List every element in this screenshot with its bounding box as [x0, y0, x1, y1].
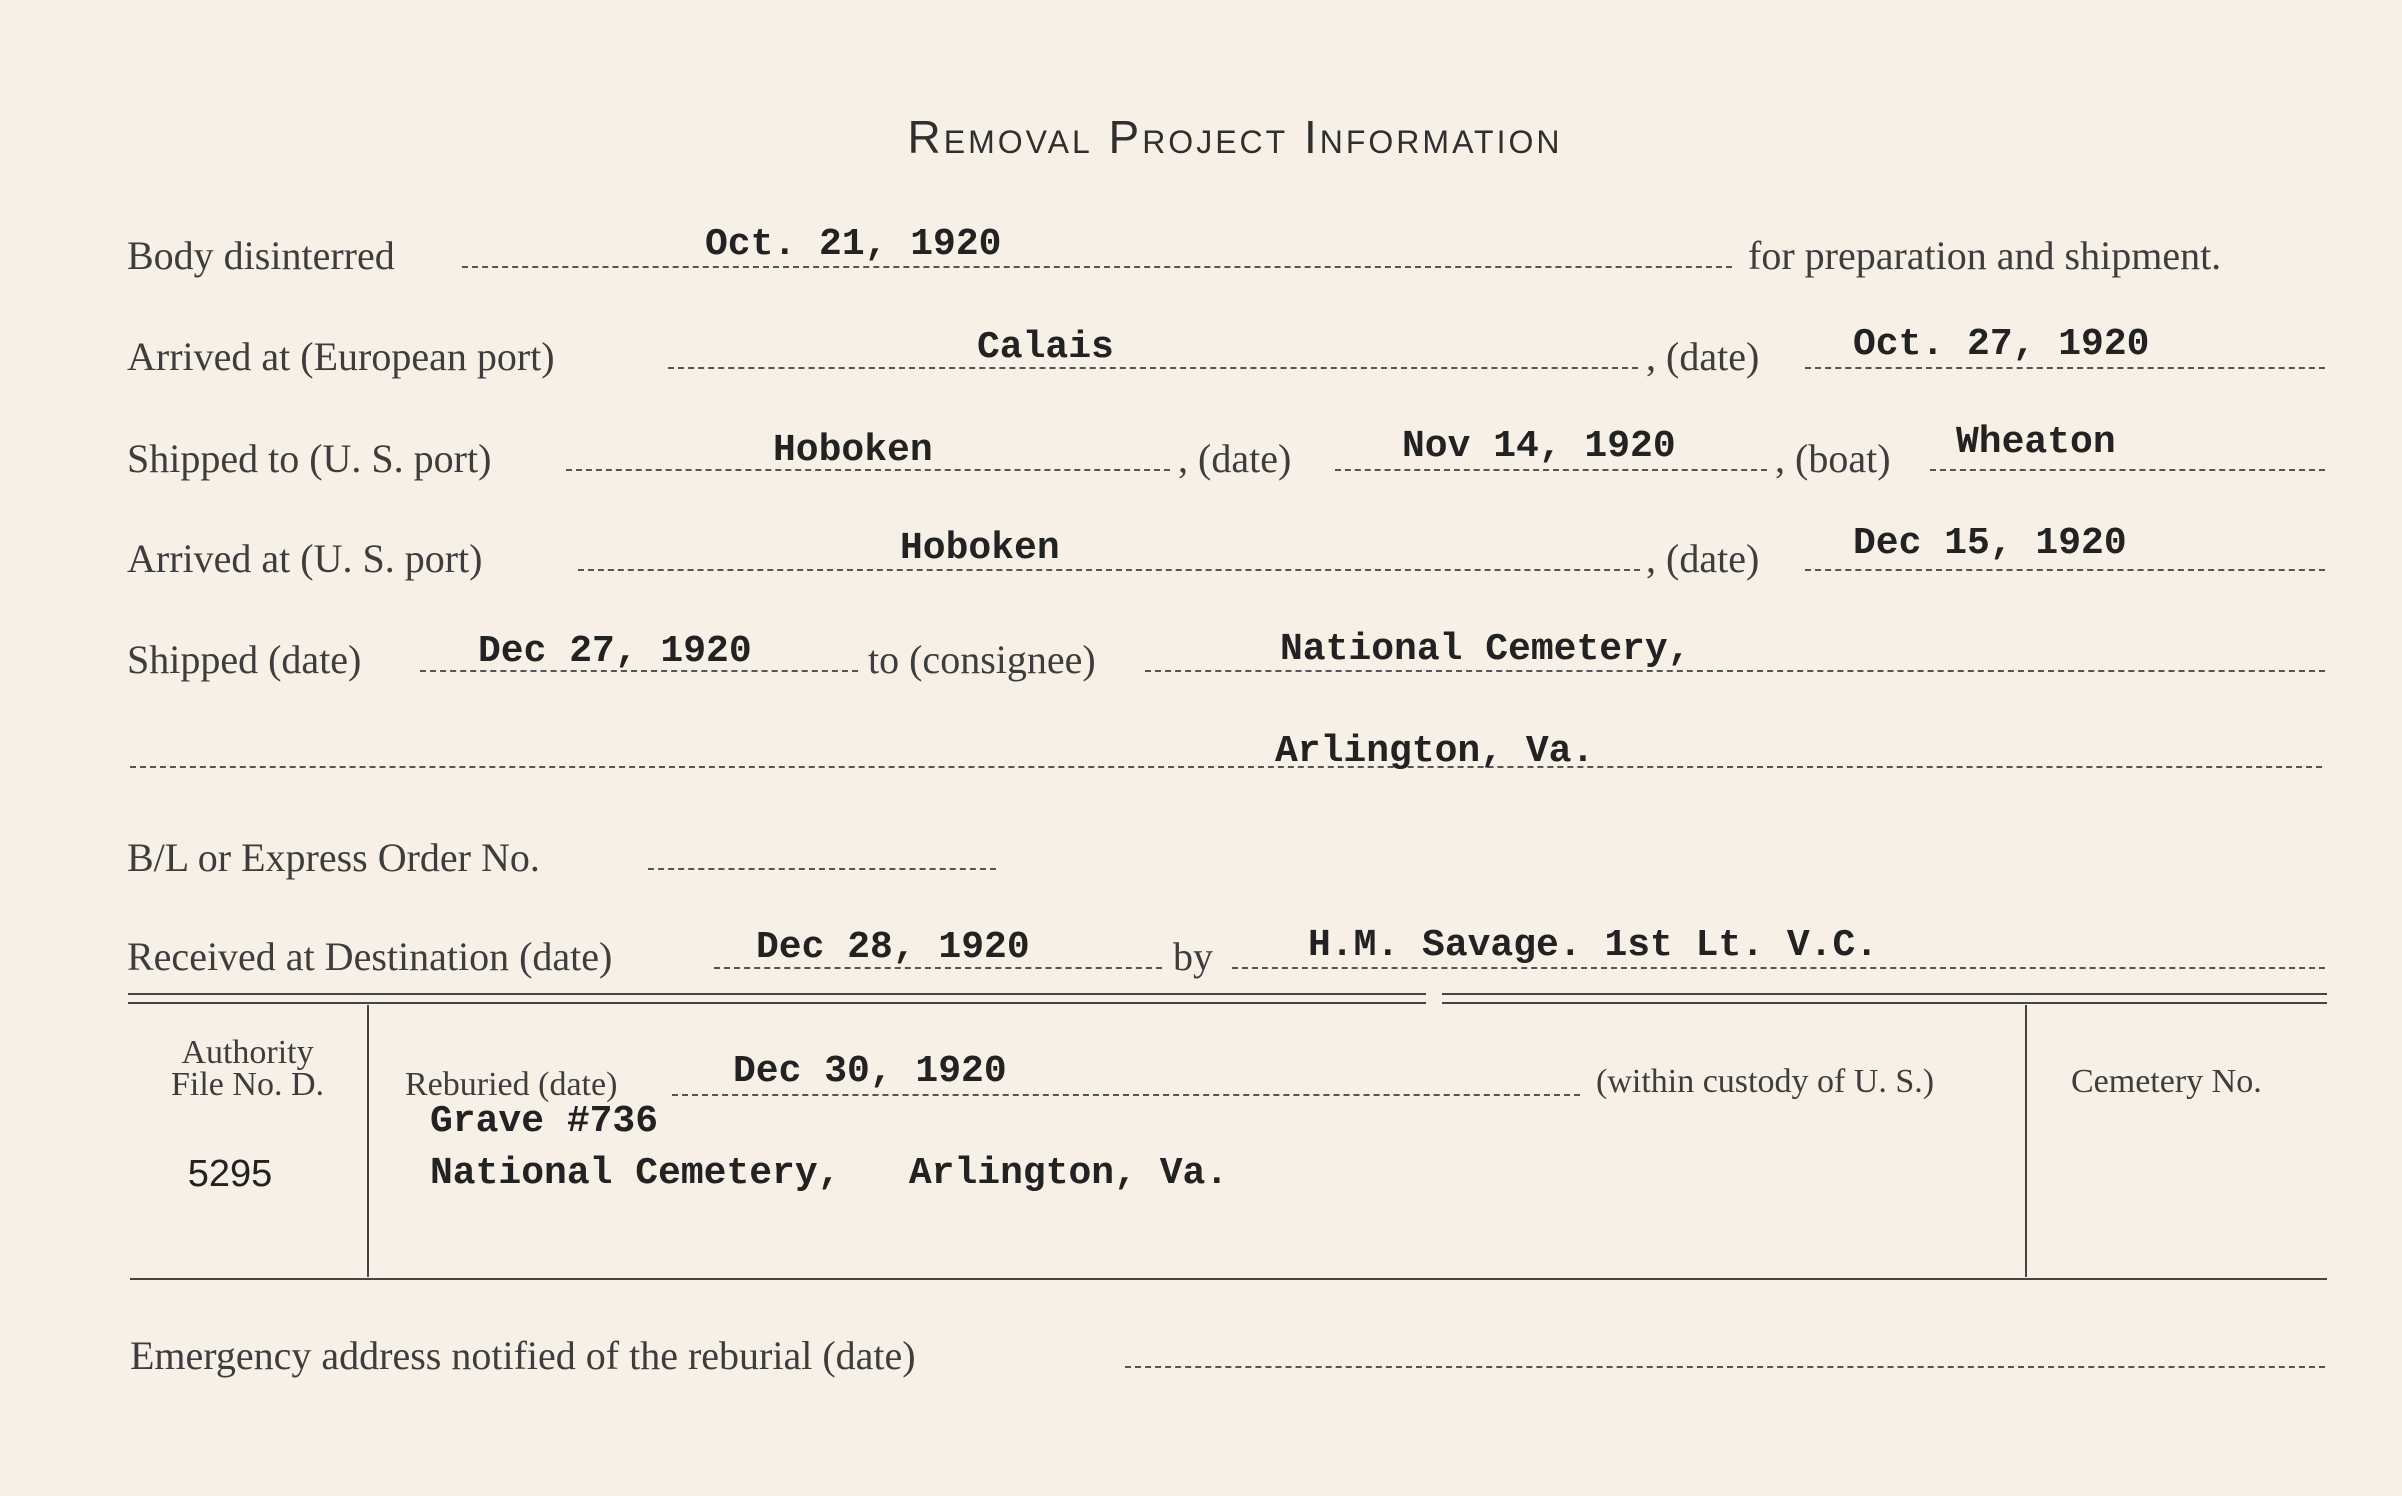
- disinterred-line: [462, 266, 1732, 268]
- emergency-label: Emergency address notified of the reburial (date): [130, 1333, 916, 1378]
- shipped-us-boat-line: [1930, 469, 2325, 471]
- received-by: H.M. Savage. 1st Lt. V.C.: [1308, 924, 1879, 967]
- rule-top-1b: [1442, 993, 2327, 995]
- arrived-us-port: Hoboken: [900, 527, 1060, 570]
- received-by-label: by: [1173, 934, 1213, 979]
- shipped-us-date: Nov 14, 1920: [1402, 425, 1676, 468]
- emergency-line: [1125, 1366, 2325, 1368]
- received-by-line: [1232, 967, 2325, 969]
- disinterred-value: Oct. 21, 1920: [705, 223, 1002, 266]
- consignee-line2: Arlington, Va.: [1275, 730, 1595, 773]
- shipped-us-label: Shipped to (U. S. port): [127, 436, 492, 481]
- disinterred-label: Body disinterred: [127, 233, 395, 278]
- arrived-us-line: [578, 569, 1640, 571]
- cemetery-no-label: Cemetery No.: [2071, 1063, 2262, 1100]
- arrived-us-date-label: , (date): [1646, 536, 1760, 581]
- shipped-date: Dec 27, 1920: [478, 630, 752, 673]
- arrived-eu-label: Arrived at (European port): [127, 334, 555, 379]
- consignee-line-2: [130, 766, 2322, 768]
- arrived-us-label: Arrived at (U. S. port): [127, 536, 483, 581]
- box-divider-left: [367, 1005, 369, 1277]
- burial-location: National Cemetery, Arlington, Va.: [430, 1152, 1229, 1195]
- authority-label-1: Authority: [181, 1034, 314, 1071]
- consignee-label: to (consignee): [868, 637, 1096, 682]
- shipped-us-port: Hoboken: [773, 429, 933, 472]
- received-label: Received at Destination (date): [127, 934, 613, 979]
- reburied-label: Reburied (date): [405, 1066, 618, 1103]
- card-title: Removal Project Information: [907, 111, 1563, 163]
- consignee-line1: National Cemetery,: [1280, 628, 1691, 671]
- box-divider-right: [2025, 1005, 2027, 1277]
- arrived-us-date: Dec 15, 1920: [1853, 522, 2127, 565]
- arrived-eu-date: Oct. 27, 1920: [1853, 323, 2150, 366]
- shipped-label: Shipped (date): [127, 637, 362, 682]
- custody-note: (within custody of U. S.): [1596, 1063, 1935, 1100]
- arrived-eu-date-label: , (date): [1646, 334, 1760, 379]
- received-date: Dec 28, 1920: [756, 926, 1030, 969]
- reburied-date: Dec 30, 1920: [733, 1050, 1007, 1093]
- authority-file-number: 5295: [187, 1153, 273, 1195]
- authority-label-2: File No. D.: [171, 1066, 324, 1103]
- shipped-us-date-label: , (date): [1178, 436, 1292, 481]
- reburied-line: [672, 1094, 1580, 1096]
- disinterred-suffix: for preparation and shipment.: [1748, 233, 2222, 278]
- bl-line: [648, 868, 996, 870]
- arrived-us-date-line: [1805, 569, 2325, 571]
- arrived-eu-line: [668, 367, 1638, 369]
- box-bottom-rule: [130, 1278, 2327, 1280]
- grave-number: Grave #736: [430, 1100, 659, 1143]
- rule-top-1a: [128, 993, 1426, 995]
- bl-label: B/L or Express Order No.: [127, 835, 540, 880]
- shipped-us-date-line: [1335, 469, 1767, 471]
- shipped-us-boat: Wheaton: [1956, 421, 2116, 464]
- rule-top-2b: [1442, 1002, 2327, 1004]
- rule-top-2a: [128, 1002, 1426, 1004]
- arrived-eu-date-line: [1805, 367, 2325, 369]
- shipped-us-boat-label: , (boat): [1775, 436, 1891, 481]
- arrived-eu-port: Calais: [977, 326, 1114, 369]
